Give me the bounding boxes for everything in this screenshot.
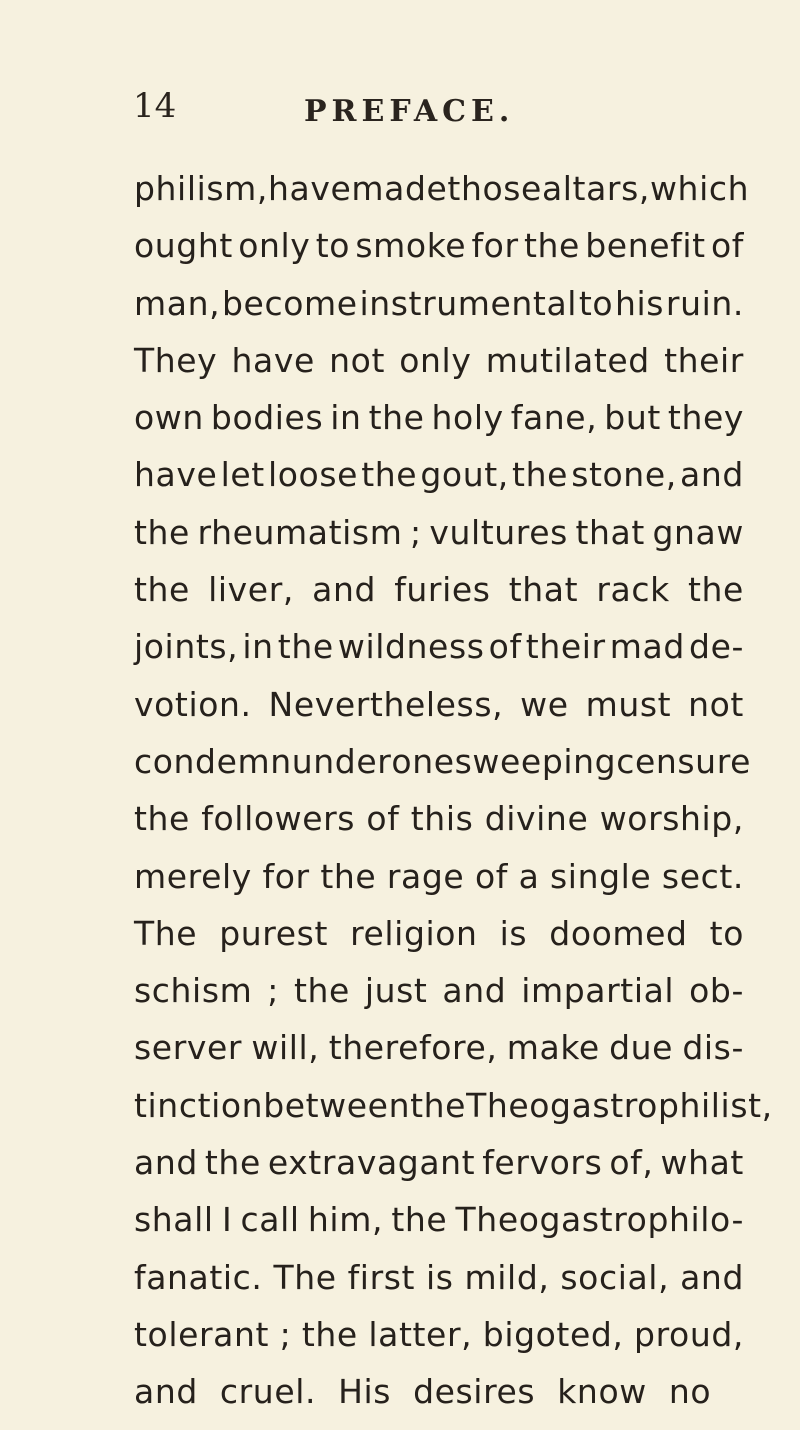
word: not <box>329 340 386 380</box>
word: of <box>474 856 508 896</box>
text-line <box>134 790 744 847</box>
word: censure <box>616 741 752 781</box>
word: and <box>680 1257 744 1297</box>
word: the <box>134 570 190 610</box>
word: ruin. <box>665 283 744 323</box>
word: their <box>525 627 606 667</box>
word: and <box>134 1372 198 1412</box>
text-line <box>134 389 744 446</box>
word: have <box>268 169 352 208</box>
word: let <box>220 455 265 495</box>
word: the <box>512 455 568 495</box>
word: condemn <box>134 741 292 781</box>
word: the <box>293 971 350 1011</box>
word: just <box>364 971 428 1011</box>
word: fanatic. <box>134 1257 263 1297</box>
word: tolerant <box>134 1314 270 1354</box>
word: impartial <box>521 971 675 1011</box>
word: for <box>471 226 519 266</box>
word: that <box>575 512 645 552</box>
word: shall <box>134 1200 214 1240</box>
word: therefore, <box>328 1028 498 1068</box>
word: rage <box>386 856 465 896</box>
word: purest <box>219 913 328 953</box>
word: dis- <box>682 1028 744 1068</box>
word: those <box>447 169 542 208</box>
word: know <box>557 1372 647 1412</box>
word: bodies <box>210 398 324 438</box>
word: the <box>204 1143 261 1183</box>
word: mad <box>609 627 685 667</box>
word: fane, <box>510 398 598 438</box>
text-line <box>134 1249 744 1306</box>
word: votion. <box>134 684 252 724</box>
word: we <box>520 684 569 724</box>
word: furies <box>394 570 491 610</box>
word: desires <box>413 1372 536 1412</box>
text-line <box>134 446 744 503</box>
word: call <box>240 1200 300 1240</box>
text-line <box>134 962 744 1019</box>
word: sweeping <box>454 741 617 781</box>
word: wildness <box>337 627 485 667</box>
word: but <box>604 398 661 438</box>
word: the <box>687 570 744 610</box>
word: the <box>361 455 418 495</box>
word: ; <box>267 971 280 1011</box>
word: the <box>320 856 377 896</box>
word: loose <box>267 455 359 495</box>
text-line <box>134 332 744 389</box>
word: altars, <box>541 169 650 208</box>
word: have <box>134 455 218 495</box>
word: mutilated <box>485 340 650 380</box>
word: schism <box>134 971 253 1011</box>
word: to <box>709 913 744 953</box>
word: divine <box>484 799 589 839</box>
text-line <box>134 160 750 217</box>
word: The <box>134 913 198 953</box>
word: of <box>488 627 522 667</box>
word: under <box>291 741 392 781</box>
text-line <box>134 618 744 675</box>
word: have <box>231 340 315 380</box>
word: vultures <box>429 512 568 552</box>
word: for <box>262 856 310 896</box>
word: his <box>615 283 665 323</box>
text-line <box>134 1077 773 1134</box>
word: not <box>688 684 744 724</box>
word: ought <box>134 226 233 266</box>
word: between <box>263 1085 411 1125</box>
word: that <box>508 570 579 610</box>
word: this <box>410 799 474 839</box>
word: only <box>238 226 311 266</box>
word: will, <box>251 1028 320 1068</box>
word: in <box>242 627 274 667</box>
word: mild, <box>464 1257 550 1297</box>
word: Nevertheless, <box>268 684 504 724</box>
word: doomed <box>549 913 688 953</box>
word: joints, <box>134 627 239 667</box>
word: gnaw <box>652 512 744 552</box>
word: make <box>506 1028 600 1068</box>
word: the <box>523 226 580 266</box>
word: to <box>578 283 614 323</box>
word: holy <box>431 398 504 438</box>
word: of <box>710 226 744 266</box>
word: smoke <box>355 226 467 266</box>
word: social, <box>560 1257 670 1297</box>
word: philism, <box>134 169 268 208</box>
word: rack <box>596 570 670 610</box>
word: him, <box>307 1200 384 1240</box>
word: stone, <box>571 455 677 495</box>
word: the <box>277 627 334 667</box>
word: first <box>347 1257 416 1297</box>
word: Theogastrophilo- <box>455 1200 744 1240</box>
word: what <box>660 1143 744 1183</box>
word: made <box>351 169 448 208</box>
word: a <box>518 856 540 896</box>
word: tinction <box>134 1085 264 1125</box>
word: own <box>134 398 204 438</box>
word: worship, <box>599 799 744 839</box>
text-line <box>134 1134 744 1191</box>
word: de- <box>689 627 744 667</box>
word: latter, <box>368 1314 473 1354</box>
word: man, <box>134 283 221 323</box>
word: the <box>134 512 190 552</box>
word: religion <box>350 913 478 953</box>
word: The <box>273 1257 337 1297</box>
word: fervors <box>482 1143 603 1183</box>
text-line <box>134 1306 744 1363</box>
text-line <box>134 676 744 733</box>
word: bigoted, <box>482 1314 624 1354</box>
word: His <box>338 1372 392 1412</box>
word: the <box>368 398 425 438</box>
running-head <box>0 86 800 136</box>
word: and <box>680 455 744 495</box>
word: they <box>667 398 744 438</box>
word: in <box>330 398 362 438</box>
body-text <box>134 160 773 1421</box>
word: and <box>312 570 377 610</box>
word: the <box>410 1085 467 1125</box>
text-line <box>134 848 744 905</box>
word: ; <box>279 1314 292 1354</box>
word: instrumental <box>359 283 578 323</box>
word: cruel. <box>219 1372 317 1412</box>
page-number: 14 <box>133 86 177 126</box>
word: of <box>366 799 400 839</box>
word: I <box>221 1200 233 1240</box>
word: the <box>134 799 190 839</box>
word: Theogastrophilist, <box>466 1085 773 1125</box>
word: extravagant <box>267 1143 476 1183</box>
text-line <box>134 561 744 618</box>
word: the <box>391 1200 448 1240</box>
word: merely <box>134 856 252 896</box>
word: server <box>134 1028 243 1068</box>
word: benefit <box>585 226 706 266</box>
word: which <box>649 169 750 208</box>
word: ; <box>410 512 422 552</box>
word: ob- <box>689 971 744 1011</box>
text-line <box>134 733 752 790</box>
word: They <box>134 340 218 380</box>
word: of, <box>609 1143 654 1183</box>
text-line <box>134 1191 744 1248</box>
text-line <box>134 1019 744 1076</box>
word: single <box>550 856 652 896</box>
word: the <box>301 1314 358 1354</box>
text-line <box>134 504 744 561</box>
word: and <box>134 1143 198 1183</box>
word: liver, <box>208 570 294 610</box>
word: must <box>585 684 672 724</box>
word: gout, <box>420 455 509 495</box>
word: is <box>426 1257 454 1297</box>
word: their <box>664 340 744 380</box>
word: is <box>499 913 528 953</box>
word: due <box>609 1028 674 1068</box>
word: and <box>442 971 507 1011</box>
text-line <box>134 1363 744 1420</box>
word: sect. <box>661 856 744 896</box>
word: one <box>391 741 455 781</box>
text-line <box>134 275 744 332</box>
running-title: PREFACE. <box>304 94 515 129</box>
word: no <box>668 1372 712 1412</box>
word: proud, <box>634 1314 744 1354</box>
text-line <box>134 217 744 274</box>
word: only <box>399 340 472 380</box>
word: become <box>222 283 358 323</box>
word: rheumatism <box>197 512 403 552</box>
word: to <box>315 226 351 266</box>
text-line <box>134 905 744 962</box>
word: followers <box>201 799 356 839</box>
